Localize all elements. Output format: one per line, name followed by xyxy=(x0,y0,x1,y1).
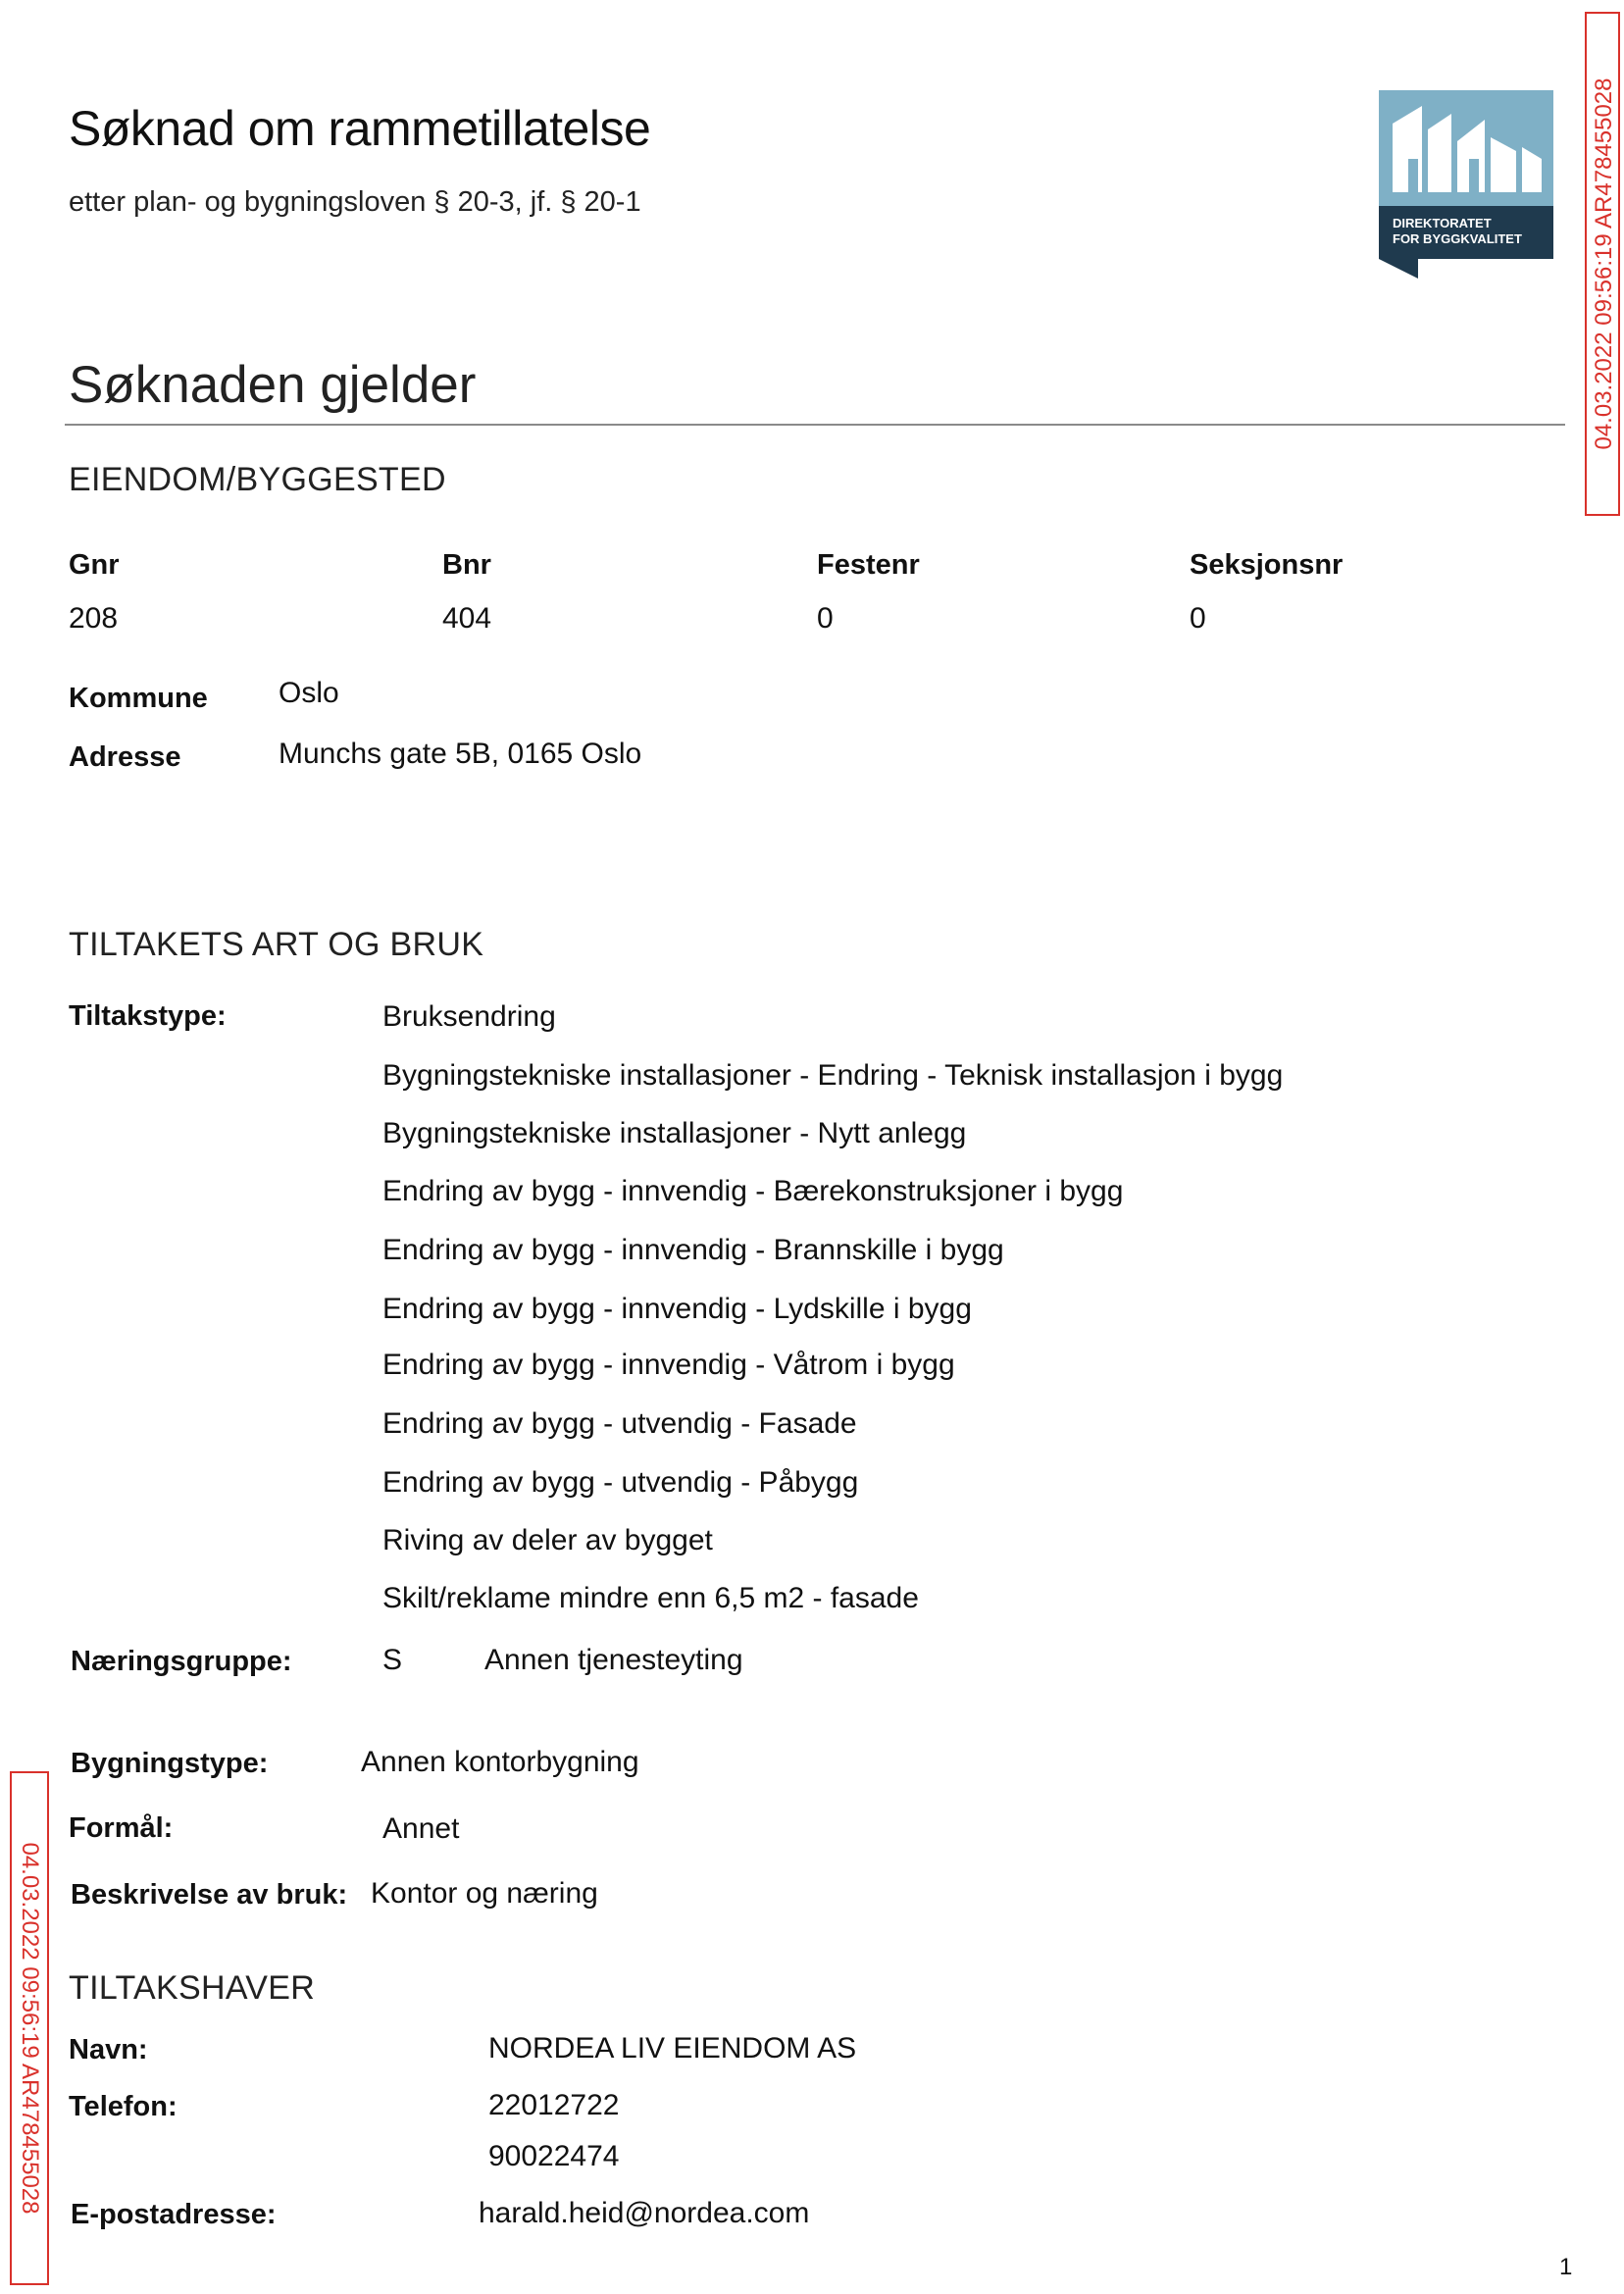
kommune-label: Kommune xyxy=(69,683,208,714)
tiltakstype-item: Bruksendring xyxy=(382,1000,556,1033)
document-subtitle: etter plan- og bygningsloven § 20-3, jf. § 20-1 xyxy=(69,186,641,218)
tiltakstype-item: Riving av deler av bygget xyxy=(382,1524,713,1556)
page-number: 1 xyxy=(1559,2254,1573,2280)
tiltakstype-item: Endring av bygg - utvendig - Fasade xyxy=(382,1407,857,1440)
adresse-label: Adresse xyxy=(69,741,181,773)
tiltakstype-item: Skilt/reklame mindre enn 6,5 m2 - fasade xyxy=(382,1582,919,1614)
tiltakstype-item: Endring av bygg - utvendig - Påbygg xyxy=(382,1466,859,1499)
epost-label: E-postadresse: xyxy=(71,2199,277,2230)
navn-label: Navn: xyxy=(69,2034,148,2065)
kommune-value: Oslo xyxy=(279,677,339,709)
beskrivelse-value: Kontor og næring xyxy=(371,1877,598,1910)
epost-value: harald.heid@nordea.com xyxy=(479,2197,810,2229)
tiltakstype-item: Endring av bygg - innvendig - Lydskille i bygg xyxy=(382,1293,972,1325)
tiltakstype-item: Endring av bygg - innvendig - Bærekonstruksjoner i bygg xyxy=(382,1175,1124,1207)
festenr-value: 0 xyxy=(817,602,834,635)
formal-label: Formål: xyxy=(69,1812,174,1844)
festenr-label: Festenr xyxy=(817,549,920,581)
beskrivelse-label: Beskrivelse av bruk: xyxy=(71,1879,348,1911)
archive-stamp-top xyxy=(1585,12,1620,516)
seksjonsnr-label: Seksjonsnr xyxy=(1190,549,1344,581)
adresse-value: Munchs gate 5B, 0165 Oslo xyxy=(279,738,642,770)
tiltakshaver-heading: TILTAKSHAVER xyxy=(69,1969,316,2007)
tiltak-heading: TILTAKETS ART OG BRUK xyxy=(69,926,484,963)
dibk-logo xyxy=(1379,90,1553,279)
archive-stamp-bottom xyxy=(10,1771,49,2285)
eiendom-heading: EIENDOM/BYGGESTED xyxy=(69,461,446,498)
telefon-value-2: 90022474 xyxy=(488,2140,620,2172)
bygningstype-value: Annen kontorbygning xyxy=(361,1746,639,1778)
naeringsgruppe-value: Annen tjenesteyting xyxy=(484,1644,743,1676)
logo-text-1: DIREKTORATET xyxy=(1393,216,1492,230)
section-divider xyxy=(65,424,1565,426)
bnr-label: Bnr xyxy=(442,549,491,581)
gnr-label: Gnr xyxy=(69,549,120,581)
tiltakstype-item: Bygningstekniske installasjoner - Nytt anlegg xyxy=(382,1117,967,1149)
section-title: Søknaden gjelder xyxy=(69,356,477,414)
tiltakstype-item: Endring av bygg - innvendig - Våtrom i bygg xyxy=(382,1349,955,1381)
bnr-value: 404 xyxy=(442,602,492,635)
bygningstype-label: Bygningstype: xyxy=(71,1748,269,1779)
document-title: Søknad om rammetillatelse xyxy=(69,101,651,156)
naeringsgruppe-code: S xyxy=(382,1644,403,1676)
gnr-value: 208 xyxy=(69,602,119,635)
tiltakstype-item: Bygningstekniske installasjoner - Endring - Teknisk installasjon i bygg xyxy=(382,1059,1284,1092)
archive-stamp-text: 04.03.2022 09:56:19 AR478455028 xyxy=(17,1842,43,2215)
telefon-label: Telefon: xyxy=(69,2091,178,2122)
naeringsgruppe-label: Næringsgruppe: xyxy=(71,1646,292,1677)
navn-value: NORDEA LIV EIENDOM AS xyxy=(488,2032,857,2065)
seksjonsnr-value: 0 xyxy=(1190,602,1206,635)
logo-text-2: FOR BYGGKVALITET xyxy=(1393,231,1522,246)
tiltakstype-item: Endring av bygg - innvendig - Brannskille i bygg xyxy=(382,1234,1004,1266)
tiltakstype-label: Tiltakstype: xyxy=(69,1000,227,1032)
formal-value: Annet xyxy=(382,1812,460,1845)
archive-stamp-text: 04.03.2022 09:56:19 AR478455028 xyxy=(1591,77,1617,450)
telefon-value-1: 22012722 xyxy=(488,2089,620,2121)
